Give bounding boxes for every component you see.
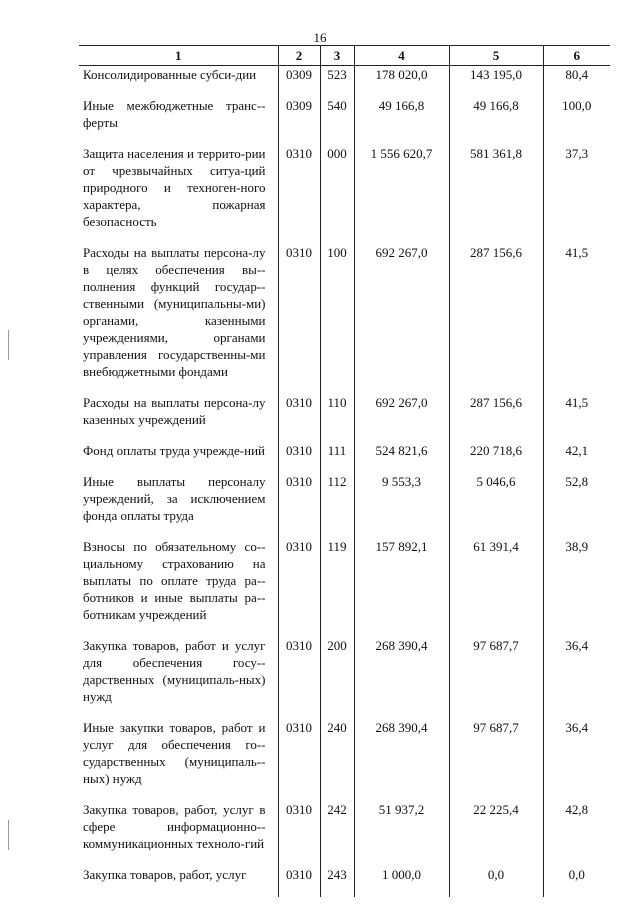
executed-amount: 287 156,6	[449, 394, 543, 442]
expense-name-cell	[79, 538, 278, 637]
expense-name: Защита населения и террито-рии от чрезвычайных ситуа-ций природного и техноген-ного характера, пожарная безопасность	[83, 146, 266, 229]
execution-percent: 41,5	[543, 394, 610, 442]
execution-percent: 41,5	[543, 244, 610, 394]
approved-amount: 692 267,0	[354, 394, 449, 442]
table-row	[79, 145, 610, 244]
expense-name-cell	[79, 97, 278, 145]
column-header-2: 2	[278, 46, 320, 66]
executed-amount: 143 195,0	[449, 66, 543, 98]
expense-type-code: 200	[320, 637, 354, 719]
table-row	[79, 473, 610, 538]
expense-name: Консолидированные субси-дии	[83, 67, 257, 82]
execution-percent: 42,8	[543, 801, 610, 866]
expense-name: Закупка товаров, работ, услуг в сфере информационно-коммуникационных техноло-гий	[83, 802, 266, 851]
expense-name: Расходы на выплаты персона-лу в целях обеспечения вы-полнения функций государ-ственными (муниципальны-ми) органами, казенными учреждениями, органами управления государственны-ми внебюджетными фондами	[83, 245, 266, 379]
table-row	[79, 538, 610, 637]
table-row	[79, 637, 610, 719]
expense-type-code: 540	[320, 97, 354, 145]
expense-name: Иные закупки товаров, работ и услуг для обеспечения го-сударственных (муниципаль-ных) нужд	[83, 720, 266, 786]
approved-amount: 51 937,2	[354, 801, 449, 866]
table-row	[79, 866, 610, 897]
margin-mark	[8, 330, 9, 360]
table-row	[79, 66, 610, 98]
approved-amount: 692 267,0	[354, 244, 449, 394]
approved-amount: 1 556 620,7	[354, 145, 449, 244]
section-code: 0310	[278, 801, 320, 866]
executed-amount: 22 225,4	[449, 801, 543, 866]
section-code: 0310	[278, 538, 320, 637]
section-code: 0310	[278, 866, 320, 897]
expense-name: Закупка товаров, работ и услуг для обеспечения госу-дарственных (муниципаль-ных) нужд	[83, 638, 266, 704]
executed-amount: 97 687,7	[449, 637, 543, 719]
expense-type-code: 112	[320, 473, 354, 538]
table-row	[79, 801, 610, 866]
executed-amount: 581 361,8	[449, 145, 543, 244]
approved-amount: 524 821,6	[354, 442, 449, 473]
section-code: 0310	[278, 637, 320, 719]
approved-amount: 178 020,0	[354, 66, 449, 98]
approved-amount: 9 553,3	[354, 473, 449, 538]
section-code: 0310	[278, 244, 320, 394]
section-code: 0310	[278, 394, 320, 442]
execution-percent: 80,4	[543, 66, 610, 98]
expense-name-cell	[79, 473, 278, 538]
execution-percent: 100,0	[543, 97, 610, 145]
execution-percent: 42,1	[543, 442, 610, 473]
execution-percent: 52,8	[543, 473, 610, 538]
section-code: 0310	[278, 442, 320, 473]
section-code: 0309	[278, 66, 320, 98]
expense-name-cell	[79, 866, 278, 897]
section-code: 0309	[278, 97, 320, 145]
execution-percent: 37,3	[543, 145, 610, 244]
executed-amount: 0,0	[449, 866, 543, 897]
expense-name-cell	[79, 145, 278, 244]
expense-name-cell	[79, 394, 278, 442]
approved-amount: 49 166,8	[354, 97, 449, 145]
expense-name: Расходы на выплаты персона-лу казенных учреждений	[83, 395, 266, 427]
expense-name: Иные межбюджетные транс-ферты	[83, 98, 266, 130]
expense-name: Иные выплаты персоналу учреждений, за исключением фонда оплаты труда	[83, 474, 266, 523]
expense-type-code: 110	[320, 394, 354, 442]
expense-name: Фонд оплаты труда учрежде-ний	[83, 443, 265, 458]
header-row	[79, 46, 610, 66]
table-row	[79, 97, 610, 145]
expense-type-code: 111	[320, 442, 354, 473]
expense-name-cell	[79, 637, 278, 719]
execution-percent: 36,4	[543, 719, 610, 801]
execution-percent: 0,0	[543, 866, 610, 897]
expense-name: Закупка товаров, работ, услуг	[83, 867, 247, 882]
executed-amount: 5 046,6	[449, 473, 543, 538]
executed-amount: 61 391,4	[449, 538, 543, 637]
expense-name-cell	[79, 442, 278, 473]
executed-amount: 49 166,8	[449, 97, 543, 145]
page-number: 16	[313, 30, 327, 45]
approved-amount: 1 000,0	[354, 866, 449, 897]
table-row	[79, 719, 610, 801]
expense-name-cell	[79, 66, 278, 98]
section-code: 0310	[278, 719, 320, 801]
expense-name-cell	[79, 244, 278, 394]
approved-amount: 157 892,1	[354, 538, 449, 637]
approved-amount: 268 390,4	[354, 637, 449, 719]
approved-amount: 268 390,4	[354, 719, 449, 801]
column-header-3: 3	[320, 46, 354, 66]
expense-name-cell	[79, 719, 278, 801]
table-row	[79, 244, 610, 394]
executed-amount: 287 156,6	[449, 244, 543, 394]
table-body	[79, 66, 610, 898]
column-header-5: 5	[449, 46, 543, 66]
section-code: 0310	[278, 473, 320, 538]
expense-type-code: 000	[320, 145, 354, 244]
margin-mark	[8, 820, 9, 850]
expense-type-code: 119	[320, 538, 354, 637]
executed-amount: 97 687,7	[449, 719, 543, 801]
executed-amount: 220 718,6	[449, 442, 543, 473]
expense-type-code: 243	[320, 866, 354, 897]
expense-name: Взносы по обязательному со-циальному страхованию на выплаты по оплате труда ра-ботников и иные выплаты ра-ботникам учреждений	[83, 539, 266, 622]
expense-type-code: 242	[320, 801, 354, 866]
budget-table	[79, 45, 610, 897]
execution-percent: 36,4	[543, 637, 610, 719]
expense-type-code: 240	[320, 719, 354, 801]
execution-percent: 38,9	[543, 538, 610, 637]
expense-type-code: 100	[320, 244, 354, 394]
table-row	[79, 442, 610, 473]
column-header-6: 6	[543, 46, 610, 66]
table-row	[79, 394, 610, 442]
expense-type-code: 523	[320, 66, 354, 98]
section-code: 0310	[278, 145, 320, 244]
expense-name-cell	[79, 801, 278, 866]
column-header-1: 1	[79, 46, 278, 66]
column-header-4: 4	[354, 46, 449, 66]
